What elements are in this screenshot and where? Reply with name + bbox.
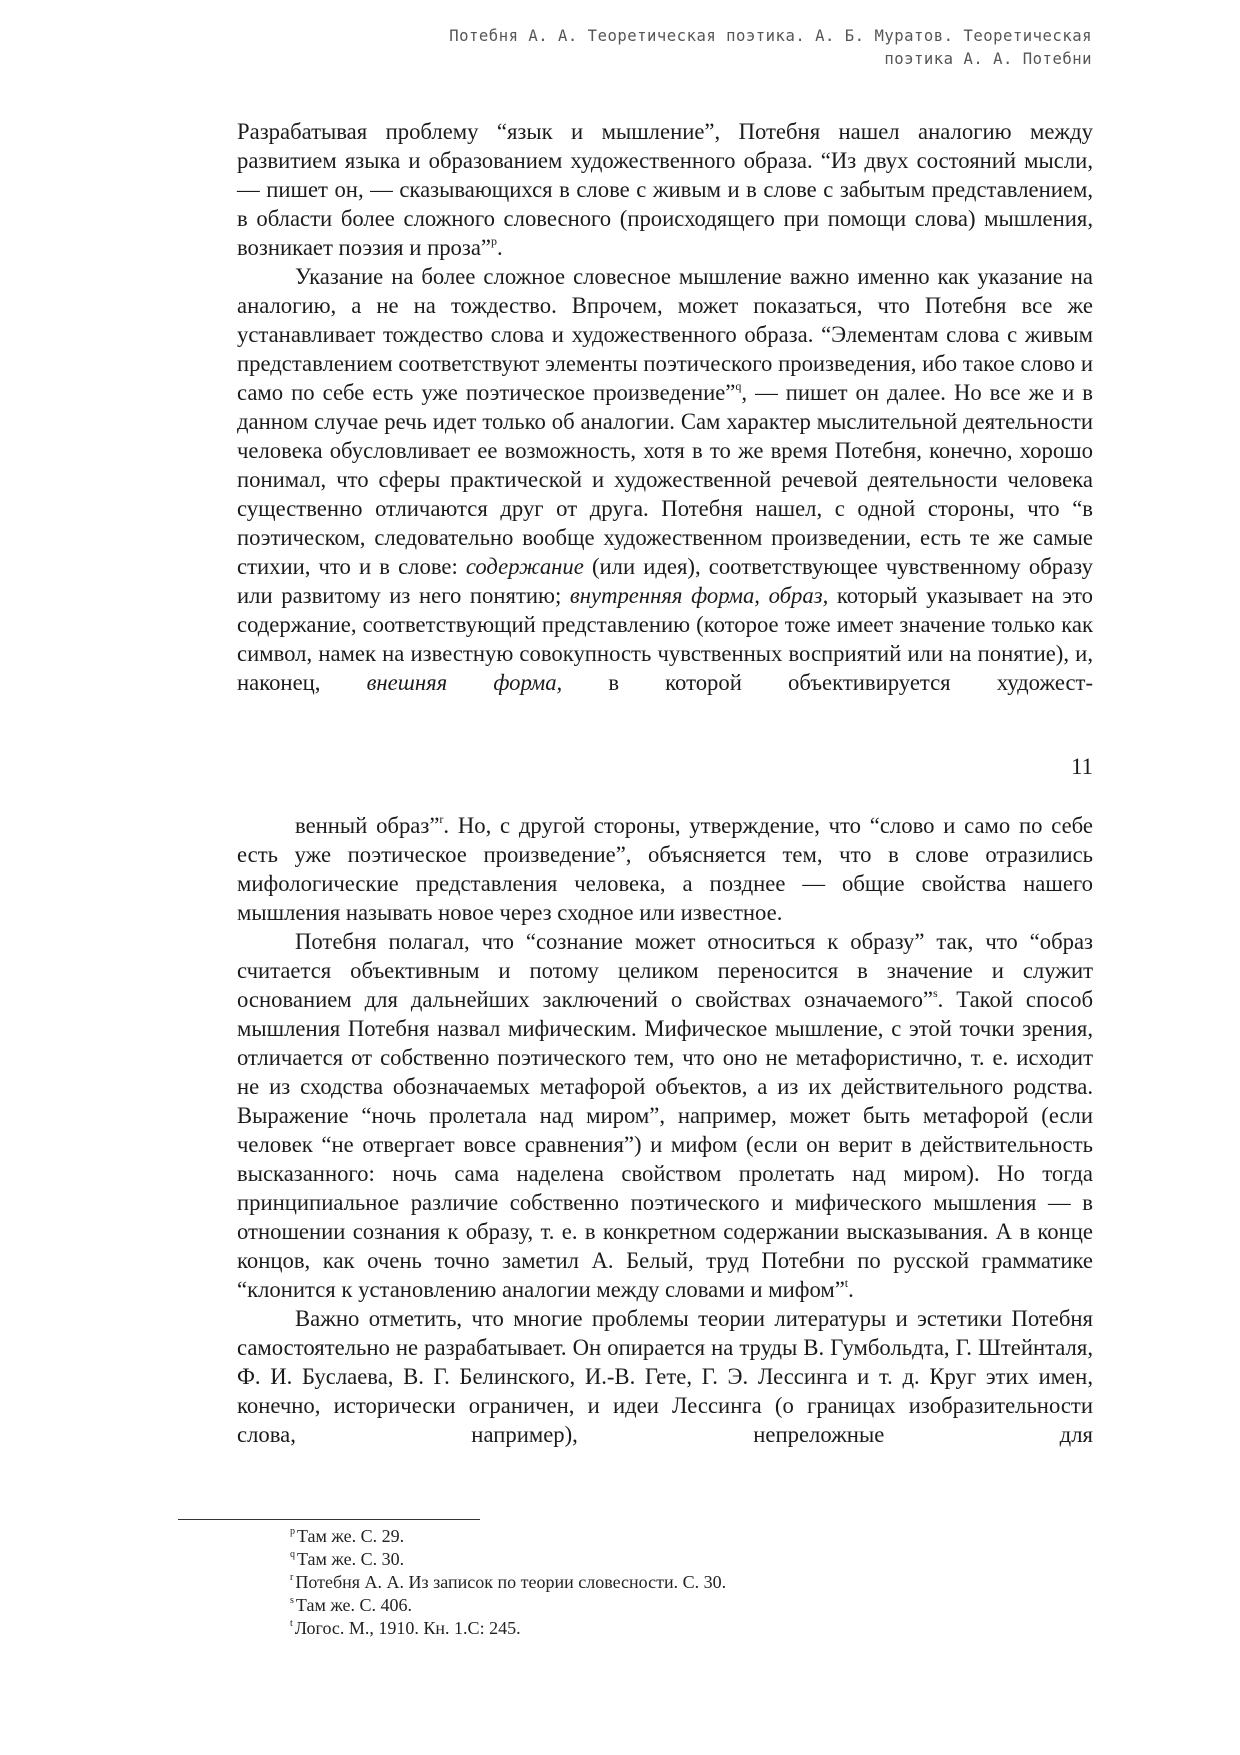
paragraph xyxy=(237,1304,1093,1449)
paragraph-text: . Но, с другой стороны, утверждение, что “слово и само по себе есть уже поэтическое произведение”, объясняется тем, что в слове отразились мифологические представления человека, а позднее — общие свойства нашего мышления называть новое через сходное или известное. xyxy=(237,813,1093,925)
footnote-ref-s[interactable]: s xyxy=(933,986,938,1000)
footnote-item xyxy=(290,1525,1090,1548)
footnote-mark: p xyxy=(290,1526,295,1537)
paragraph xyxy=(237,117,1093,262)
footnote-ref-r[interactable]: r xyxy=(439,812,444,826)
header-line-1: Потебня А. А. Теоретическая поэтика. А. Б. Муратов. Теоретическая xyxy=(449,27,1092,45)
footnote-ref-t[interactable]: t xyxy=(844,1276,849,1290)
header-line-2: поэтика А. А. Потебни xyxy=(884,50,1092,68)
italic-term: внутренняя форма, образ, xyxy=(569,583,829,608)
paragraph xyxy=(237,262,1093,697)
text-block-bottom xyxy=(237,811,1093,1449)
paragraph-text: Разрабатывая проблему “язык и мышление”, Потебня нашел аналогию между развитием языка и образованием художественного образа. “Из двух состояний мысли, — пишет он, — сказывающихся в слове с живым и в слове с забытым представлением, в области более сложного словесного (происходящего при помощи слова) мышления, возникает поэзия и проза” xyxy=(237,119,1093,260)
italic-term: внешняя форма, xyxy=(366,670,563,695)
paragraph-text: Важно отметить, что многие проблемы теории литературы и эстетики Потебня самостоятельно не разрабатывает. Он опирается на труды В. Гумбольдта, Г. Штейнталя, Ф. И. Буслаева, В. Г. Белинского, И.-В. Гете, Г. Э. Лессинга и т. д. Круг этих имен, конечно, исторически ограничен, и идеи Лессинга (о границах изобразительности слова, например), непреложные для xyxy=(237,1306,1093,1447)
footnotes xyxy=(290,1525,1090,1640)
paragraph xyxy=(237,927,1093,1304)
footnote-mark: q xyxy=(290,1549,295,1560)
paragraph-text: . Такой способ мышления Потебня назвал мифическим. Мифическое мышление, с этой точки зрения, отличается от собственно поэтического тем, что оно не метафористично, т. е. исходит не из сходства обозначаемых метафорой объектов, а из их действительного родства. Выражение “ночь пролетала над миром”, например, может быть метафорой (если человек “не отвергает вовсе сравнения”) и мифом (если он верит в действительность высказанного: ночь сама наделена свойством пролетать над миром). Но тогда принципиальное различие собственно поэтического и мифического мышления — в отношении сознания к образу, т. е. в конкретном содержании высказывания. А в конце концов, как очень точно заметил А. Белый, труд Потебни по русской грамматике “клонится к установлению аналогии между словами и мифом” xyxy=(237,987,1094,1302)
footnote-text: Там же. С. 406. xyxy=(295,1595,413,1615)
footnote-text: Потебня А. А. Из записок по теории словесности. С. 30. xyxy=(295,1572,727,1592)
footnote-ref-p[interactable]: p xyxy=(491,234,498,248)
footnote-separator xyxy=(178,1519,480,1520)
footnote-text: Там же. С. 29. xyxy=(297,1526,405,1546)
paragraph-text: . xyxy=(848,1277,854,1302)
italic-term: содержание xyxy=(465,554,584,579)
footnote-mark: s xyxy=(290,1595,294,1606)
running-header xyxy=(240,25,1092,71)
footnote-text: Там же. С. 30. xyxy=(297,1549,405,1569)
paragraph-text: Указание на более сложное словесное мышление важно именно как указание на аналогию, а не на тождество. Впрочем, может показаться, что Потебня все же устанавливает тождество слова и художественного образа. “Элементам слова с живым представлением соответствуют элементы поэтического произведения, ибо такое слово и само по себе есть уже поэтическое произведение” xyxy=(237,264,1093,405)
paragraph xyxy=(237,811,1093,927)
footnote-ref-q[interactable]: q xyxy=(735,379,742,393)
paragraph-text: (или идея), соответствующее чувственному образу или развитому из него понятию; xyxy=(237,554,1093,608)
footnote-item xyxy=(290,1594,1090,1617)
paragraph-text: , — пишет он далее. Но все же и в данном случае речь идет только об аналогии. Сам характер мыслительной деятельности человека обусловливает ее возможность, хотя в то же время Потебня, конечно, хорошо понимал, что сферы практической и художественной речевой деятельности человека существенно отличаются друг от друга. Потебня нашел, с одной стороны, что “в поэтическом, следовательно вообще художественном произведении, есть те же самые стихии, что и в слове: xyxy=(237,380,1093,579)
footnote-mark: t xyxy=(290,1618,293,1629)
paragraph-text: . xyxy=(497,235,503,260)
footnote-item xyxy=(290,1617,1090,1640)
footnote-text: Логос. М., 1910. Кн. 1.С: 245. xyxy=(294,1618,521,1638)
page-number: 11 xyxy=(1071,754,1093,779)
paragraph-text: Потебня полагал, что “сознание может относиться к образу” так, что “образ считается объективным и потому целиком переносится в значение и служит основанием для дальнейших заключений о свойствах означаемого” xyxy=(237,929,1093,1012)
paragraph-text: который указывает на это содержание, соответствующий представлению (которое тоже имеет значение только как символ, намек на известную совокупность чувственных восприятий или на понятие), и, наконец, xyxy=(237,583,1093,695)
paragraph-text: в которой объективируется художест- xyxy=(562,670,1093,695)
text-block-top xyxy=(237,117,1093,697)
footnote-item xyxy=(290,1571,1090,1594)
footnote-mark: r xyxy=(290,1572,294,1583)
paragraph-text: венный образ” xyxy=(295,813,440,838)
footnote-item xyxy=(290,1548,1090,1571)
